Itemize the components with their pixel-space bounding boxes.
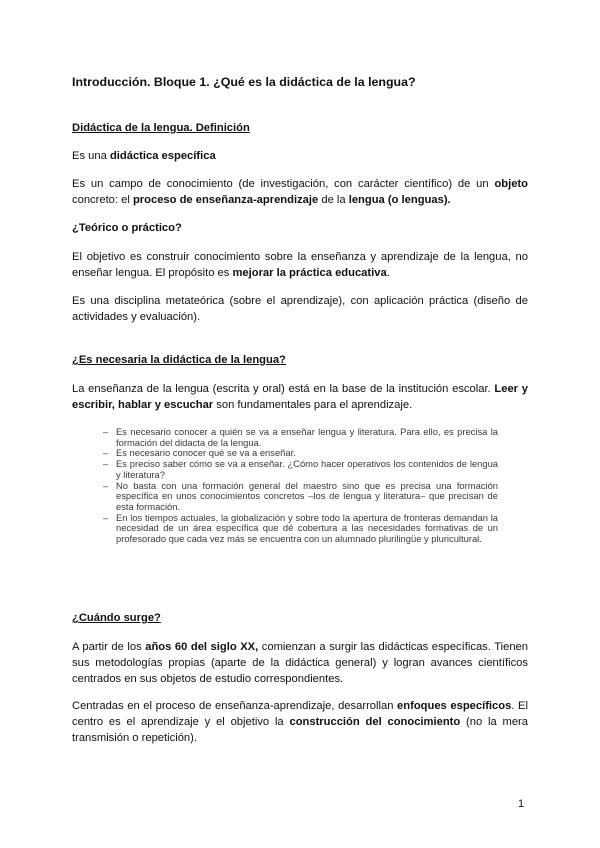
list-item: – En los tiempos actuales, la globalización y sobre todo la apertura de fronteras demandan la necesidad de un área específica que dé cobertura a las necesidades formativas de un profesorado que cada vez más se encuentra con un alumnado plurilingüe y pluricultural. <box>103 513 498 545</box>
paragraph-definicion-1: Es una didáctica específica <box>72 150 216 162</box>
list-item: – No basta con una formación general del maestro sino que es precisa una formación específica en unos conocimientos concretos –los de lengua y literatura– que precisan de esta formación. <box>103 481 498 513</box>
heading-teorico-practico: ¿Teórico o práctico? <box>72 222 182 234</box>
heading-necesaria: ¿Es necesaria la didáctica de la lengua? <box>72 354 286 366</box>
page-number: 1 <box>518 798 525 810</box>
heading-cuando-surge: ¿Cuándo surge? <box>72 612 161 624</box>
paragraph-enfoques: Centradas en el proceso de enseñanza-aprendizaje, desarrollan enfoques específicos. El centro es el aprendizaje y el objetivo la construcción del conocimiento (no la mera transmisión o repetición). <box>72 700 528 744</box>
list-item: – Es preciso saber cómo se va a enseñar. ¿Cómo hacer operativos los contenidos de lengua y literatura? <box>103 459 498 480</box>
paragraph-objetivo: El objetivo es construir conocimiento sobre la enseñanza y aprendizaje de la lengua, no enseñar lengua. El propósito es mejorar la práctica educativa. <box>72 251 528 279</box>
list-item: – Es necesario conocer qué se va a enseñar. <box>103 448 498 459</box>
paragraph-anos-60: A partir de los años 60 del siglo XX, comienzan a surgir las didácticas específicas. Tienen sus metodologías propias (aparte de la didáctica general) y logran avances científicos centrados en sus objetos de estudio correspondientes. <box>72 641 528 685</box>
heading-definicion: Didáctica de la lengua. Definición <box>72 122 250 134</box>
paragraph-ensenanza: La enseñanza de la lengua (escrita y oral) está en la base de la institución escolar. Leer y escribir, hablar y escuchar son fundamentales para el aprendizaje. <box>72 383 528 411</box>
page-title: Introducción. Bloque 1. ¿Qué es la didáctica de la lengua? <box>72 75 416 89</box>
scanned-quote-list <box>103 427 498 545</box>
list-item: – Es necesario conocer a quién se va a enseñar lengua y literatura. Para ello, es precisa la formación del didacta de la lengua. <box>103 427 498 448</box>
paragraph-disciplina: Es una disciplina metateórica (sobre el aprendizaje), con aplicación práctica (diseño de actividades y evaluación). <box>72 295 528 323</box>
paragraph-definicion-2: Es un campo de conocimiento (de investigación, con carácter científico) de un objeto concreto: el proceso de enseñanza-aprendizaje de la lengua (o lenguas). <box>72 178 528 206</box>
